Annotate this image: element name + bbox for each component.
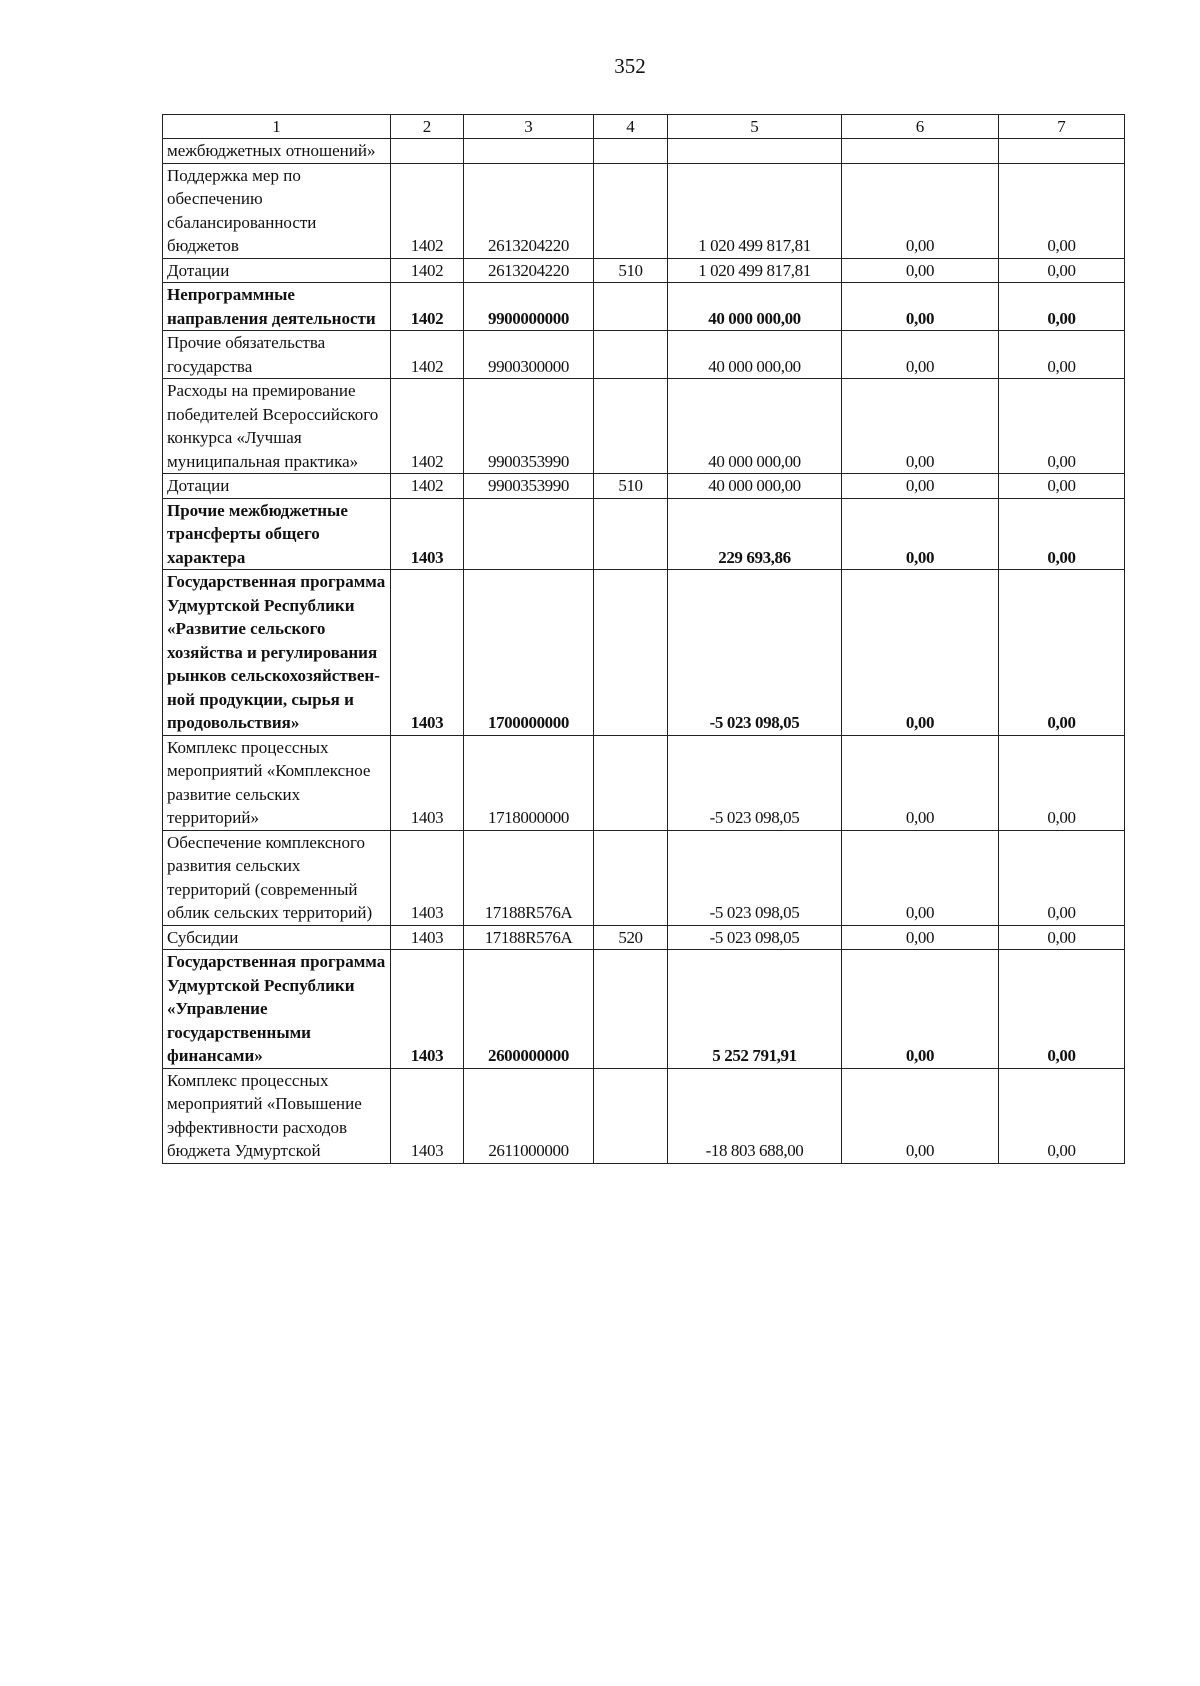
table-row	[163, 258, 1125, 283]
table-cell: 1403	[391, 735, 464, 830]
table-row	[163, 925, 1125, 950]
row-label-cell: Комплекс процессных мероприятий «Повышение эффективности расходов бюджета Удмуртской	[163, 1068, 391, 1163]
table-cell: 0,00	[842, 1068, 999, 1163]
table-cell: -5 023 098,05	[668, 735, 842, 830]
row-label-cell: Комплекс процессных мероприятий «Комплексное развитие сельских территорий»	[163, 735, 391, 830]
table-cell: 0,00	[999, 283, 1125, 331]
table-cell: 0,00	[842, 498, 999, 570]
header-cell: 6	[842, 115, 999, 139]
table-cell	[594, 735, 668, 830]
table-cell: 9900300000	[464, 331, 594, 379]
table-cell: 1 020 499 817,81	[668, 163, 842, 258]
table-cell	[999, 139, 1125, 164]
table-cell: -18 803 688,00	[668, 1068, 842, 1163]
page-number: 352	[614, 54, 646, 78]
table-cell: 229 693,86	[668, 498, 842, 570]
table-cell: 1402	[391, 163, 464, 258]
table-cell: 0,00	[842, 331, 999, 379]
header-cell: 4	[594, 115, 668, 139]
table-cell: 0,00	[999, 258, 1125, 283]
table-cell: 9900353990	[464, 474, 594, 499]
table-cell: 9900000000	[464, 283, 594, 331]
table-cell: 0,00	[842, 570, 999, 736]
table-cell: 510	[594, 474, 668, 499]
table-cell	[668, 139, 842, 164]
table-cell: 2600000000	[464, 950, 594, 1069]
table-cell: 2613204220	[464, 258, 594, 283]
table-cell: 1 020 499 817,81	[668, 258, 842, 283]
table-cell	[594, 139, 668, 164]
table-cell: 2613204220	[464, 163, 594, 258]
table-cell	[594, 570, 668, 736]
table-cell: 0,00	[999, 735, 1125, 830]
table-row	[163, 139, 1125, 164]
row-label-cell: Дотации	[163, 474, 391, 499]
table-cell: -5 023 098,05	[668, 570, 842, 736]
header-cell: 3	[464, 115, 594, 139]
row-label-cell: Расходы на премирование победителей Всероссийского конкурса «Лучшая муниципальная практика»	[163, 379, 391, 474]
table-cell: 40 000 000,00	[668, 331, 842, 379]
row-label-cell: Обеспечение комплексного развития сельских территорий (современный облик сельских территорий)	[163, 830, 391, 925]
table-cell: 0,00	[999, 379, 1125, 474]
table-cell: 9900353990	[464, 379, 594, 474]
table-cell: 0,00	[842, 283, 999, 331]
row-label-cell: Дотации	[163, 258, 391, 283]
header-cell: 2	[391, 115, 464, 139]
table-cell: 0,00	[842, 258, 999, 283]
table-cell: 1403	[391, 950, 464, 1069]
row-label-cell: Прочие обязательства государства	[163, 331, 391, 379]
table-row	[163, 163, 1125, 258]
row-label-cell: Государственная программа Удмуртской Республики «Управление государственными финансами»	[163, 950, 391, 1069]
table-cell: 1402	[391, 474, 464, 499]
table-cell: 0,00	[842, 474, 999, 499]
table-row	[163, 331, 1125, 379]
table-cell	[391, 139, 464, 164]
table-cell	[594, 331, 668, 379]
table-row	[163, 735, 1125, 830]
table-row	[163, 1068, 1125, 1163]
table-cell: 0,00	[999, 570, 1125, 736]
table-cell	[464, 139, 594, 164]
table-cell: 0,00	[842, 735, 999, 830]
header-cell: 7	[999, 115, 1125, 139]
table-cell: 0,00	[842, 379, 999, 474]
table-cell: 0,00	[999, 1068, 1125, 1163]
table-cell: 1403	[391, 830, 464, 925]
table-body	[163, 139, 1125, 1164]
table-cell: 0,00	[842, 925, 999, 950]
table-cell: 1403	[391, 498, 464, 570]
table-cell: 17188R576A	[464, 830, 594, 925]
table-cell: 520	[594, 925, 668, 950]
table-cell	[594, 283, 668, 331]
table-cell: 40 000 000,00	[668, 379, 842, 474]
table-cell: 0,00	[842, 830, 999, 925]
table-cell: 40 000 000,00	[668, 283, 842, 331]
table-cell: 1403	[391, 570, 464, 736]
table-cell: 0,00	[999, 331, 1125, 379]
table-cell: 0,00	[999, 925, 1125, 950]
table-cell: 1403	[391, 1068, 464, 1163]
table-cell: -5 023 098,05	[668, 925, 842, 950]
table-cell: 0,00	[999, 474, 1125, 499]
table-cell: -5 023 098,05	[668, 830, 842, 925]
table-row	[163, 474, 1125, 499]
table-cell: 5 252 791,91	[668, 950, 842, 1069]
table-cell: 40 000 000,00	[668, 474, 842, 499]
row-label-cell: Поддержка мер по обеспечению сбалансированности бюджетов	[163, 163, 391, 258]
table-cell	[842, 139, 999, 164]
table-cell: 1700000000	[464, 570, 594, 736]
table-row	[163, 570, 1125, 736]
table-cell	[594, 1068, 668, 1163]
table-cell	[594, 379, 668, 474]
table-row	[163, 379, 1125, 474]
table-cell: 1402	[391, 331, 464, 379]
table-cell	[594, 163, 668, 258]
table-cell: 0,00	[999, 498, 1125, 570]
budget-table	[162, 114, 1125, 1164]
row-label-cell: межбюджетных отношений»	[163, 139, 391, 164]
table-cell: 0,00	[999, 830, 1125, 925]
table-row	[163, 498, 1125, 570]
table-row	[163, 830, 1125, 925]
table-cell	[594, 498, 668, 570]
table-header-row	[163, 115, 1125, 139]
row-label-cell: Субсидии	[163, 925, 391, 950]
table-cell: 1402	[391, 283, 464, 331]
header-cell: 1	[163, 115, 391, 139]
table-cell: 0,00	[842, 163, 999, 258]
table-cell: 0,00	[999, 950, 1125, 1069]
table-cell: 1402	[391, 258, 464, 283]
header-cell: 5	[668, 115, 842, 139]
row-label-cell: Непрограммные направления деятельности	[163, 283, 391, 331]
row-label-cell: Государственная программа Удмуртской Республики «Развитие сельского хозяйства и регулирования рынков сельскохозяйствен-ной продукции, сырья и продовольствия»	[163, 570, 391, 736]
table-cell	[594, 830, 668, 925]
table-cell: 2611000000	[464, 1068, 594, 1163]
table-cell	[594, 950, 668, 1069]
table-cell: 0,00	[842, 950, 999, 1069]
table-row	[163, 283, 1125, 331]
table-cell	[464, 498, 594, 570]
table-row	[163, 950, 1125, 1069]
table-cell: 510	[594, 258, 668, 283]
table-cell: 1718000000	[464, 735, 594, 830]
row-label-cell: Прочие межбюджетные трансферты общего характера	[163, 498, 391, 570]
table-cell: 1402	[391, 379, 464, 474]
table-cell: 1403	[391, 925, 464, 950]
table-cell: 17188R576A	[464, 925, 594, 950]
table-cell: 0,00	[999, 163, 1125, 258]
